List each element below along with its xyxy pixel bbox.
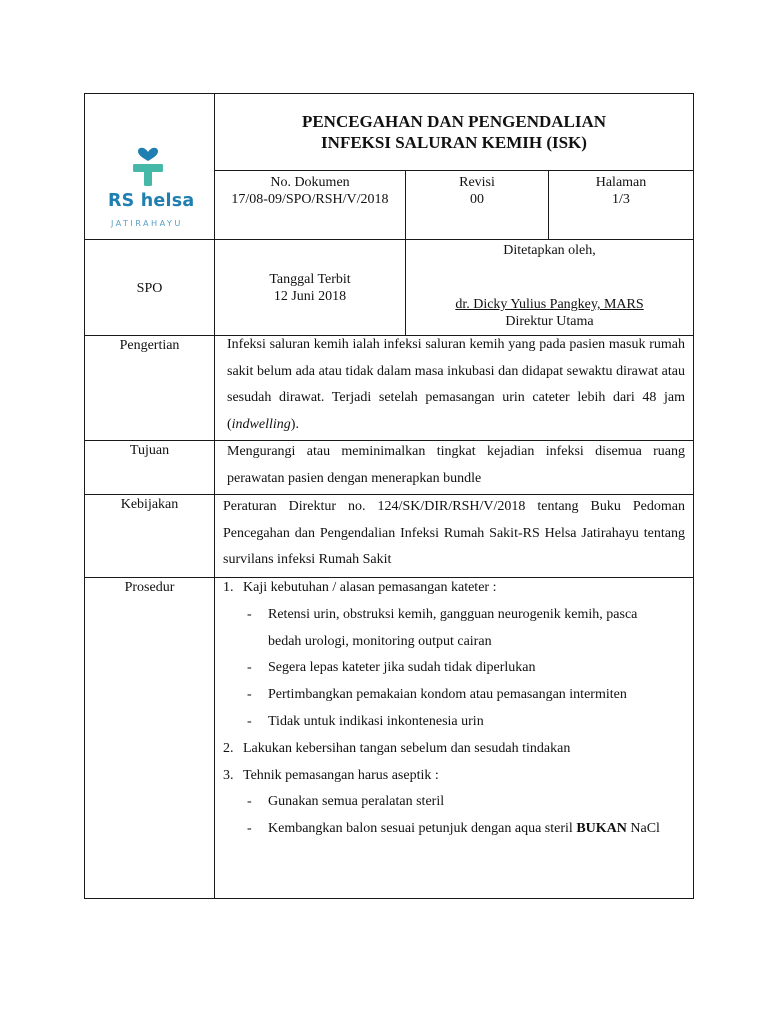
logo-subtitle: JATIRAHAYU bbox=[111, 218, 183, 228]
policy-label-cell bbox=[84, 494, 215, 578]
revision-cell bbox=[405, 170, 549, 240]
definition-label-cell bbox=[84, 335, 215, 441]
procedure-step-3-item: - Gunakan semua peralatan steril bbox=[247, 794, 445, 810]
procedure-step-2: 2. Lakukan kebersihan tangan sebelum dan sesudah tindakan bbox=[223, 740, 571, 756]
page-cell bbox=[548, 170, 694, 240]
procedure-step-1-item: - Retensi urin, obstruksi kemih, gangguan neurogenik kemih, pasca bedah urologi, monitoring output cairan bbox=[247, 606, 638, 649]
issue-date-label: Tanggal Terbit bbox=[269, 272, 351, 287]
policy-text: Peraturan Direktur no. 124/SK/DIR/RSH/V/2018 tentang Buku Pedoman Pencegahan dan Pengendalian Infeksi Rumah Sakit-RS Helsa Jatirahayu tentang survilans infeksi Rumah Sakit bbox=[223, 499, 685, 567]
signer-name: dr. Dicky Yulius Pangkey, MARS bbox=[455, 297, 644, 312]
revision-label: Revisi bbox=[459, 175, 495, 190]
procedure-step-1-item: - Pertimbangkan pemakaian kondom atau pemasangan intermiten bbox=[247, 687, 627, 703]
definition-label: Pengertian bbox=[119, 338, 180, 353]
objective-label: Tujuan bbox=[129, 443, 170, 458]
procedure-step-1: 1. Kaji kebutuhan / alasan pemasangan kateter : bbox=[223, 580, 497, 595]
procedure-step-1-item: - Tidak untuk indikasi inkontenesia urin bbox=[247, 713, 484, 729]
approved-by-label: Ditetapkan oleh, bbox=[503, 243, 596, 258]
doc-number-value: 17/08-09/SPO/RSH/V/2018 bbox=[231, 192, 389, 207]
procedure-step-3-item: - Kembangkan balon sesuai petunjuk dengan aqua steril BUKAN NaCl bbox=[247, 821, 660, 837]
procedure-label: Prosedur bbox=[124, 580, 175, 595]
approval-cell bbox=[405, 239, 694, 336]
revision-value: 00 bbox=[470, 192, 484, 207]
procedure-label-cell bbox=[84, 577, 215, 899]
logo-name: RS helsa bbox=[108, 191, 195, 211]
procedure-step-1-item: - Segera lepas kateter jika sudah tidak diperlukan bbox=[247, 660, 536, 676]
definition-text: Infeksi saluran kemih ialah infeksi saluran kemih yang pada pasien masuk rumah sakit belum ada atau tidak dalam masa inkubasi dan didapat sewaktu dirawat atau sesudah dirawat. Terjadi setelah pemasangan urin cateter lebih dari 48 jam (indwelling). bbox=[227, 337, 685, 432]
issue-date-cell bbox=[214, 239, 406, 336]
doc-number-label: No. Dokumen bbox=[270, 175, 350, 190]
spo-label: SPO bbox=[136, 281, 163, 296]
page-value: 1/3 bbox=[612, 192, 630, 207]
objective-label-cell bbox=[84, 440, 215, 495]
spo-cell bbox=[84, 239, 215, 336]
title-line-1: PENCEGAHAN DAN PENGENDALIAN bbox=[301, 112, 607, 131]
document-title bbox=[214, 93, 694, 171]
hospital-logo bbox=[108, 138, 208, 234]
signer-title: Direktur Utama bbox=[505, 314, 594, 329]
doc-number-cell bbox=[214, 170, 406, 240]
definition-content bbox=[214, 335, 694, 441]
procedure-content bbox=[214, 577, 694, 899]
procedure-step-3: 3. Tehnik pemasangan harus aseptik : bbox=[223, 767, 439, 783]
policy-content bbox=[214, 494, 694, 578]
page-label: Halaman bbox=[595, 175, 647, 190]
issue-date-value: 12 Juni 2018 bbox=[273, 289, 347, 304]
helsa-logo-icon bbox=[108, 138, 208, 194]
policy-label: Kebijakan bbox=[120, 497, 179, 512]
objective-content bbox=[214, 440, 694, 495]
title-line-2: INFEKSI SALURAN KEMIH (ISK) bbox=[321, 133, 587, 152]
objective-text: Mengurangi atau meminimalkan tingkat kejadian infeksi disemua ruang perawatan pasien dengan menerapkan bundle bbox=[227, 444, 685, 486]
